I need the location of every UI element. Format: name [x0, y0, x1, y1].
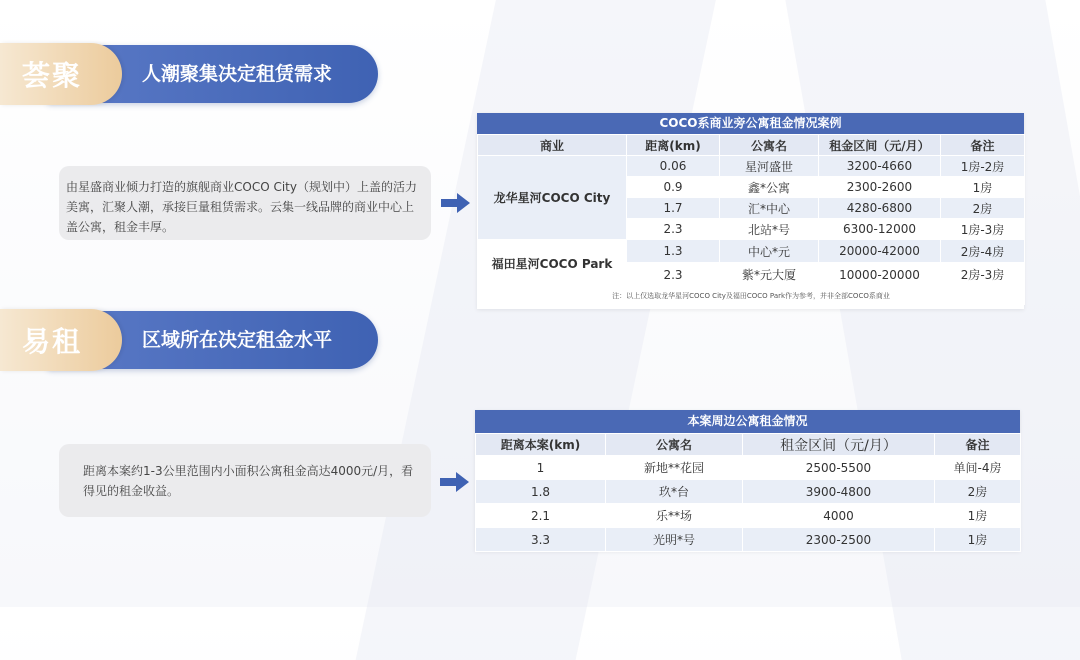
table-cell: 2500-5500 — [743, 456, 935, 480]
header-cell: 备注 — [941, 135, 1025, 156]
header-cell: 距离本案(km) — [476, 434, 606, 456]
table-title: COCO系商业旁公寓租金情况案例 — [477, 113, 1024, 134]
arrow-right-icon — [441, 192, 471, 214]
table-cell: 1.8 — [476, 480, 606, 504]
header-cell: 租金区间（元/月） — [743, 434, 935, 456]
table-footnote-row — [478, 287, 1025, 305]
table-cell: 新地**花园 — [606, 456, 743, 480]
background-shape — [356, 0, 725, 660]
description-card-1: 由星盛商业倾力打造的旗舰商业COCO City（规划中）上盖的活力美寓，汇聚人潮，承接巨量租赁需求。云集一线品牌的商业中心上盖公寓，租金丰厚。 — [59, 166, 431, 240]
table-cell: 10000-20000 — [819, 263, 941, 287]
table-row — [476, 504, 1021, 528]
header-cell: 公寓名 — [720, 135, 819, 156]
header-cell: 商业 — [478, 135, 627, 156]
table-cell: 2300-2600 — [819, 177, 941, 198]
table-header-row — [478, 135, 1025, 156]
table-cell: 2房 — [935, 480, 1021, 504]
table-cell: 2.3 — [627, 263, 720, 287]
table-cell: 2房-3房 — [941, 263, 1025, 287]
table-cell: 光明*号 — [606, 528, 743, 552]
table-cell: 3200-4660 — [819, 156, 941, 177]
group-name-cell: 福田星河COCO Park — [478, 240, 627, 287]
table-cell: 20000-42000 — [819, 240, 941, 263]
table-cell: 2300-2500 — [743, 528, 935, 552]
section-badge-label: 荟聚 — [21, 59, 82, 92]
table-header-row — [476, 434, 1021, 456]
table-cell: 乐**场 — [606, 504, 743, 528]
table-cell: 1.7 — [627, 198, 720, 219]
table-row — [478, 156, 1025, 177]
table-row — [476, 456, 1021, 480]
rent-cases-table — [477, 113, 1024, 309]
section-title: 区域所在决定租金水平 — [142, 329, 333, 351]
section-badge — [0, 43, 122, 105]
rent-cases-grid — [477, 134, 1025, 305]
header-cell: 租金区间（元/月） — [819, 135, 941, 156]
background-shape — [778, 0, 1080, 660]
nearby-rent-table — [475, 410, 1020, 551]
table-cell: 1房 — [935, 528, 1021, 552]
table-cell: 2.1 — [476, 504, 606, 528]
table-cell: 2房-4房 — [941, 240, 1025, 263]
table-cell: 1.3 — [627, 240, 720, 263]
nearby-rent-grid — [475, 433, 1021, 552]
table-cell: 4280-6800 — [819, 198, 941, 219]
table-cell: 6300-12000 — [819, 219, 941, 240]
description-card-2: 距离本案约1-3公里范围内小面积公寓租金高达4000元/月，看得见的租金收益。 — [59, 444, 431, 517]
table-cell: 1房 — [935, 504, 1021, 528]
section-header-2 — [0, 309, 378, 369]
table-cell: 3.3 — [476, 528, 606, 552]
table-title: 本案周边公寓租金情况 — [475, 410, 1020, 433]
table-cell: 玖*台 — [606, 480, 743, 504]
table-cell: 0.9 — [627, 177, 720, 198]
table-cell: 紫*元大厦 — [720, 263, 819, 287]
table-cell: 1房-2房 — [941, 156, 1025, 177]
table-cell: 2.3 — [627, 219, 720, 240]
table-cell: 中心*元 — [720, 240, 819, 263]
table-cell: 3900-4800 — [743, 480, 935, 504]
table-cell: 0.06 — [627, 156, 720, 177]
table-cell: 1房-3房 — [941, 219, 1025, 240]
header-cell: 备注 — [935, 434, 1021, 456]
table-cell: 北站*号 — [720, 219, 819, 240]
table-cell: 星河盛世 — [720, 156, 819, 177]
section-badge — [0, 309, 122, 371]
table-row — [478, 240, 1025, 263]
table-row — [476, 528, 1021, 552]
table-cell: 单间-4房 — [935, 456, 1021, 480]
header-cell: 公寓名 — [606, 434, 743, 456]
section-header-1 — [0, 43, 378, 103]
header-cell: 距离(km) — [627, 135, 720, 156]
table-cell: 2房 — [941, 198, 1025, 219]
table-cell: 1房 — [941, 177, 1025, 198]
table-cell: 汇*中心 — [720, 198, 819, 219]
table-cell: 鑫*公寓 — [720, 177, 819, 198]
arrow-right-icon — [440, 471, 470, 493]
table-cell: 4000 — [743, 504, 935, 528]
section-title: 人潮聚集决定租赁需求 — [142, 63, 333, 85]
table-cell: 1 — [476, 456, 606, 480]
table-footnote: 注：以上仅选取龙华星河COCO City及福田COCO Park作为参考，并非全部COCO系商业 — [478, 287, 1025, 305]
section-badge-label: 易租 — [21, 325, 82, 358]
table-row — [476, 480, 1021, 504]
group-name-cell: 龙华星河COCO City — [478, 156, 627, 240]
